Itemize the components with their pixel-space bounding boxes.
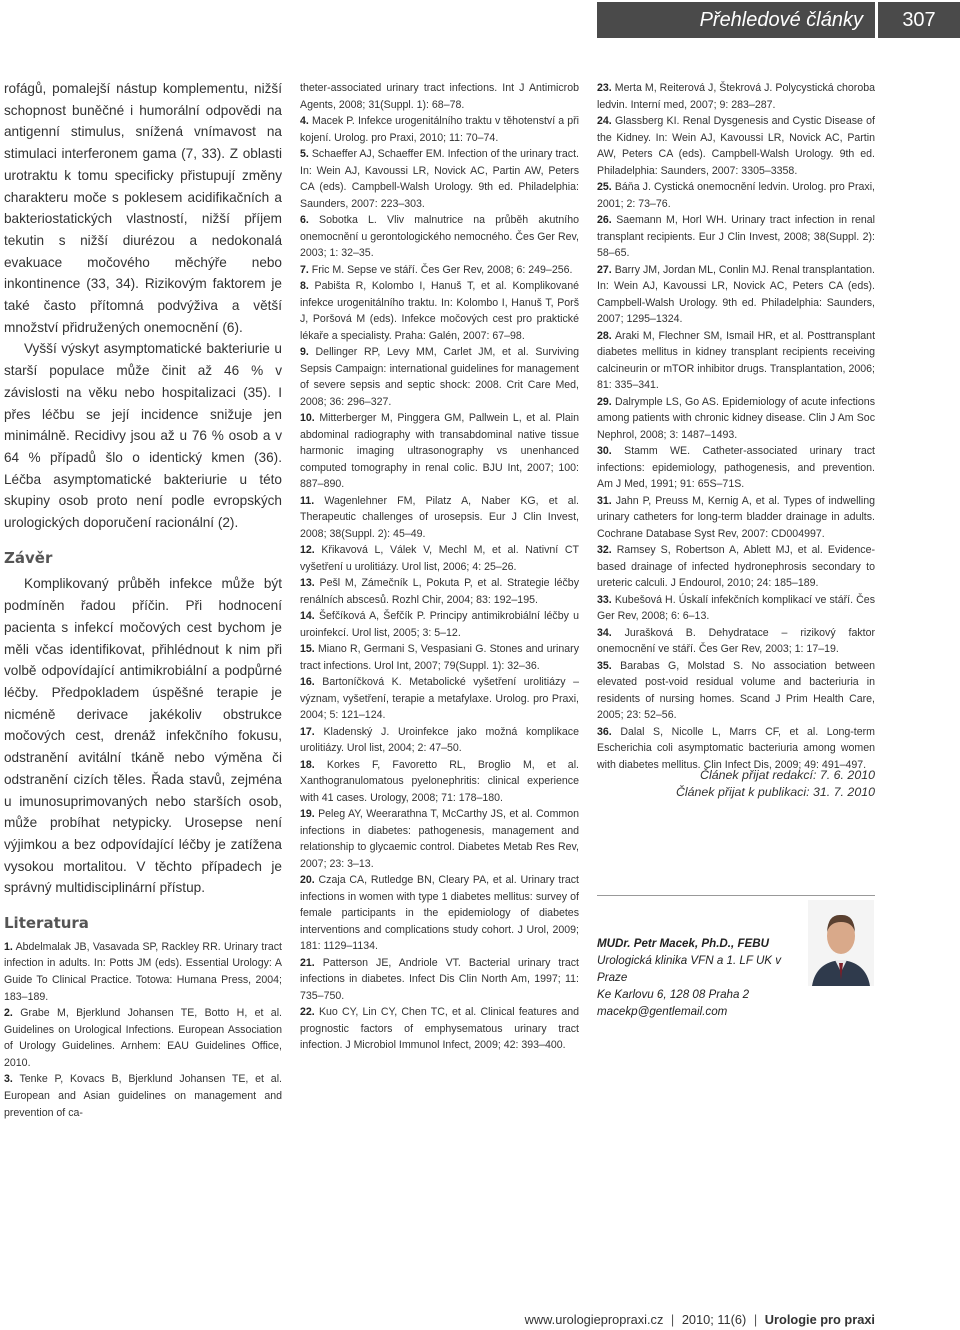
reference-number: 27. [597,263,612,276]
reference-number: 36. [597,725,612,738]
reference-item [300,410,579,493]
reference-number: 18. [300,758,315,771]
journal-name: Urologie pro praxi [764,1312,875,1327]
reference-item [597,443,875,493]
reference-text: Dalal S, Nicolle L, Marrs CF, et al. Long-term Escherichia coli asymptomatic bacteriuria among women with diabetes mellitus. Clin Infect Dis, 2009; 49: 491–497. [597,725,875,771]
reference-text: Šefčíková A, Šefčík P. Principy antimikrobiální léčby u uroinfekcí. Urol list, 2005; 3: 5–12. [300,610,579,639]
reference-text: Saemann M, Horl WH. Urinary tract infection in renal transplant recipients. Eur J Clin Invest, 2008; 38(Suppl. 2): 58–65. [597,214,875,259]
issue-info: 2010; 11(6) [681,1312,747,1327]
reference-text: Tenke P, Kovacs B, Bjerklund Johansen TE, et al. European and Asian guidelines on management and prevention of ca- [4,1073,282,1119]
reference-number: 13. [300,577,315,589]
reference-text: Schaeffer AJ, Schaeffer EM. Infection of the urinary tract. In: Wein AJ, Kavoussi LR, Novick AC, Partin AW, Peters CA (eds). Campbell-Walsh Urology. 9th ed. Philadelphia: Saunders, 2007: 223–303. [300,148,579,210]
reference-item [300,608,579,641]
reference-text: Dellinger RP, Levy MM, Carlet JM, et al. Surviving Sepsis Campaign: international guidelines for management of severe sepsis and septic shock: 2008. Crit Care Med, 2008; 36: 296–327. [300,346,579,408]
reference-text: Macek P. Infekce urogenitálního traktu v těhotenství a při kojení. Urolog. pro Praxi, 2010; 11: 70–74. [300,115,579,144]
reference-item [4,939,282,1005]
reference-text: Jahn P, Preuss M, Kernig A, et al. Types of indwelling urinary catheters for long-term bladder drainage in adults. Cochrane Database Syst Rev, 2007: CD004997. [597,494,875,540]
reference-number: 22. [300,1006,315,1018]
reference-item [300,146,579,212]
reference-text: Kubešová H. Úskalí infekčních komplikací ve stáří. Čes Ger Rev, 2008; 6: 6–13. [597,593,875,622]
reference-item [597,262,875,328]
reference-item [300,757,579,807]
reference-number: 11. [300,494,315,507]
reference-list [597,80,875,773]
reference-item [597,592,875,625]
reference-text: Barabas G, Molstad S. No association between elevated post-void residual volume and bacteriuria in residents of nursing homes. Scand J Prim Health Care, 2005; 23: 52–56. [597,659,875,721]
reference-number: 28. [597,329,612,342]
reference-text: Křikavová L, Válek V, Mechl M, et al. Nativní CT vyšetření u urolitiázy. Urol list, 2006; 4: 25–26. [300,544,579,573]
reference-text: Pabišta R, Kolombo I, Hanuš T, et al. Komplikované infekce urogenitálního traktu. In: Kolombo I, Hanuš T, Porš J, Poršová M (eds). Infekce močových cest pro praktické lékaře a specialisty. Praha: Galén, 2007: 67–98. [300,280,579,342]
reference-number: 5. [300,148,309,160]
reference-item [300,955,579,1005]
reference-number: 7. [300,263,309,276]
reference-number: 21. [300,956,315,969]
column-1 [4,78,282,1121]
reference-number: 24. [597,115,612,127]
reference-item [300,641,579,674]
reference-item [300,113,579,146]
reference-item [597,394,875,444]
reference-item [4,1005,282,1071]
reference-item [300,262,579,279]
published-date: Článek přijat k publikaci: 31. 7. 2010 [675,785,875,799]
reference-text: Jurašková B. Dehydratace – rizikový faktor onemocnění ve stáří. Čes Ger Rev, 2003; 1: 17–19. [597,626,875,655]
references-heading: Literatura [4,914,89,933]
reference-item [597,625,875,658]
reference-item [597,212,875,262]
accepted-date: Článek přijat redakcí: 7. 6. 2010 [700,768,875,782]
reference-number: 31. [597,494,612,507]
reference-text: Korkes F, Favoretto RL, Broglio M, et al. Xanthogranulomatous pyelonephritis: clinical experience with 41 cases. Urology, 2008; 71: 178–180. [300,758,579,804]
reference-number: 2. [4,1007,13,1020]
reference-text: Grabe M, Bjerklund Johansen TE, Botto H, et al. Guidelines on Urological Infections. European Association of Urology Guidelines. Arnhem: EAU Guidelines Office, 2010. [4,1007,282,1069]
reference-number: 8. [300,280,309,292]
reference-list [300,80,579,1054]
reference-item [597,542,875,592]
author-name: MUDr. Petr Macek, Ph.D., FEBU [597,937,770,950]
reference-item [597,658,875,724]
acceptance-dates [597,767,875,801]
author-block [597,935,807,1020]
reference-number: 33. [597,593,612,606]
reference-item [300,493,579,543]
reference-text: Dalrymple LS, Go AS. Epidemiology of acute infections among patients with chronic kidney disease. Clin J Am Soc Nephrol, 2008; 3: 1487–1493. [597,395,875,441]
reference-number: 14. [300,610,315,622]
reference-text: Bartoníčková K. Metabolické vyšetření urolitiázy – význam, vyšetření, terapie a metafylaxe. Urolog. pro Praxi, 2004; 5: 121–124. [300,676,579,721]
reference-number: 23. [597,82,612,94]
reference-number: 12. [300,544,315,556]
reference-item [300,806,579,872]
reference-number: 15. [300,643,315,655]
separator: | [670,1312,675,1327]
reference-number: 1. [4,940,13,953]
reference-item [597,80,875,113]
reference-number: 35. [597,659,612,672]
paragraph: Komplikovaný průběh infekce může být podmíněn řadou příčin. Při hodnocení pacienta s infekcí močových cest bychom je měli včas identifikovat, přihlédnout k nim při volbě odpovídající antimikrobiální a podpůrné léčby. Předpokladem úspěšné terapie je nicméně derivace jakékoliv obstrukce močových cest, drenáž infekčního fokusu, odstranění avitální tkáně nebo výměna či odstranění cizích těles. Řada stavů, zejména u imunosuprimovaných nebo starších osob, může probíhat netypicky. Urosepse není výjimkou a bez odpovídající léčby je zatížena vysokou mortalitou. V těchto případech je správný multidisciplinární přístup. [4,576,282,896]
reference-text: Araki M, Flechner SM, Ismail HR, et al. Posttransplant diabetes mellitus in kidney transplant recipients receiving calcineurin or mTOR inhibitor drugs. Transplantation, 2006; 81: 335–341. [597,329,876,391]
reference-text: Patterson JE, Andriole VT. Bacterial urinary tract infections in diabetes. Infect Dis Clin North Am, 1997; 11: 735–750. [300,956,579,1002]
reference-item [300,724,579,757]
reference-item [300,80,579,113]
reference-text: Kuo CY, Lin CY, Chen TC, et al. Clinical features and prognostic factors of emphysematous urinary tract infection. J Microbiol Immunol Infect, 2009; 42: 393–400. [300,1006,579,1051]
reference-text: Mitterberger M, Pinggera GM, Pallwein L, et al. Plain abdominal radiography with transabdominal native tissue harmonic imaging ultrasonography vs unenhanced computed tomography in renal colic. BJU Int, 2007; 100: 887–890. [300,412,580,490]
reference-list [4,939,282,1122]
website-link[interactable]: www.urologiepropraxi.cz [524,1312,664,1327]
reference-number: 19. [300,808,315,820]
divider [597,895,875,896]
conclusion-heading: Závěr [4,548,53,567]
section-title: Přehledové články [597,2,875,38]
reference-text: Ramsey S, Robertson A, Ablett MJ, et al. Evidence-based drainage of infected hydronephrosis secondary to ureteric calculi. J Endourol, 2010; 24: 185–189. [597,544,875,589]
reference-text: Czaja CA, Rutledge BN, Cleary PA, et al. Urinary tract infections in women with type 1 diabetes mellitus: survey of female participants in the epidemiology of diabetes interventions and complications study cohort. J Urol, 2009; 181: 1129–1134. [300,874,579,952]
page-footer [497,1312,875,1327]
reference-number: 9. [300,346,309,358]
author-address: Ke Karlovu 6, 128 08 Praha 2 [597,988,750,1001]
reference-number: 30. [597,445,612,457]
reference-item [300,1004,579,1054]
paragraph: Vyšší výskyt asymptomatické bakteriurie u starší populace může činit až 46 % v závislosti na věku nebo hospitalizaci (35). I přes léčbu se její incidence snižuje jen minimálně. Recidivy jsou až u 76 % osob a v 64 % případů šlo o identický kmen (36). Léčba asymptomatické bakteriurie u této skupiny osob proto není podle evropských urologických doporučení racionální (2). [4,341,282,531]
reference-item [597,179,875,212]
reference-item [300,278,579,344]
reference-text: Fric M. Sepse ve stáří. Čes Ger Rev, 2008; 6: 249–256. [311,263,573,276]
reference-text: Báňa J. Cystická onemocnění ledvin. Urolog. pro Praxi, 2001; 2: 73–76. [597,181,875,210]
reference-text: Kladenský J. Uroinfekce jako možná komplikace urolitiázy. Urol list, 2004; 2: 47–50. [300,725,579,754]
reference-number: 26. [597,214,612,226]
reference-item [4,1071,282,1121]
separator: | [753,1312,758,1327]
reference-text: theter-associated urinary tract infections. Int J Antimicrob Agents, 2008; 31(Suppl. 1): 68–78. [300,82,579,111]
reference-number: 4. [300,115,309,127]
reference-text: Glassberg KI. Renal Dysgenesis and Cystic Disease of the Kidney. In: Wein AJ, Kavoussi LR, Novick AC, Partin AW, Peters CA (eds). Campbell-Walsh Urology. 9th ed. Philadelphia: Saunders, 2007: 3305–3358. [597,115,875,177]
reference-text: Abdelmalak JB, Vasavada SP, Rackley RR. Urinary tract infection in adults. In: Potts JM (eds). Essential Urology: A Guide To Clinical Practice. Totowa: Humana Press, 2004; 183–189. [4,940,283,1003]
reference-item [300,872,579,955]
reference-number: 16. [300,676,315,688]
reference-text: Peleg AY, Weerarathna T, McCarthy JS, et al. Common infections in diabetes: pathogenesis, management and relationship to glycaemic control. Diabetes Metab Res Rev, 2007; 23: 3–13. [300,808,580,870]
reference-item [300,575,579,608]
reference-number: 3. [4,1073,13,1086]
reference-number: 29. [597,395,612,408]
reference-number: 34. [597,626,612,639]
paragraph: rofágů, pomalejší nástup komplementu, nižší schopnost buněčné i humorální odpovědi na antigenní stimulus, snížená vnímavost na stimulaci interferonem gama (7, 33). Z oblasti urotraktu k tomu specificky přistupují změny charakteru moče s poklesem acidifikačních a bakteriostatických vlastností, nižší příjem tekutin s nižší diurézou a nedokonalá evakuace močového měchýře nebo inkontinence (33, 34). Rizikovým faktorem je také často přítomná podvýživa a větší množství přidružených onemocnění (6). [4,81,282,335]
reference-text: Barry JM, Jordan ML, Conlin MJ. Renal transplantation. In: Wein AJ, Kavoussi LR, Novick AC, Peters CA (eds). Campbell-Walsh Urology. 9th ed. Philadelphia: Saunders, 2007; 1295–1324. [597,263,875,325]
author-affiliation: Urologická klinika VFN a 1. LF UK v Praze [597,954,782,984]
reference-item [300,344,579,410]
page-header [597,2,960,38]
reference-item [300,212,579,262]
reference-number: 6. [300,214,309,226]
reference-number: 32. [597,544,612,556]
reference-text: Pešl M, Zámečník L, Pokuta P, et al. Strategie léčby renálních abscesů. Rozhl Chir, 2004; 83: 192–195. [300,577,579,606]
reference-number: 20. [300,874,315,886]
reference-text: Stamm WE. Catheter-associated urinary tract infections: epidemiology, pathogenesis, and prevention. Am J Med, 1991; 91: 65S–71S. [597,445,875,490]
page-number: 307 [878,2,960,38]
reference-item [597,493,875,543]
author-email[interactable]: macekp@gentlemail.com [597,1005,728,1018]
reference-number: 25. [597,181,612,193]
reference-item [300,674,579,724]
reference-item [300,542,579,575]
reference-text: Merta M, Reiterová J, Štekrová J. Polycystická choroba ledvin. Interní med, 2007; 9: 283–287. [597,82,875,111]
reference-item [597,113,875,179]
reference-text: Wagenlehner FM, Pilatz A, Naber KG, et al. Therapeutic challenges of urosepsis. Eur J Clin Invest, 2008; 38(Suppl. 2): 45–49. [300,494,580,540]
reference-item [597,328,875,394]
reference-item [597,724,875,774]
reference-number: 17. [300,725,315,738]
reference-text: Miano R, Germani S, Vespasiani G. Stones and urinary tract infections. Urol Int, 2007; 79(Suppl. 1): 32–36. [300,643,579,672]
reference-number: 10. [300,412,315,424]
author-photo [808,900,874,986]
reference-text: Sobotka L. Vliv malnutrice na průběh akutního onemocnění u gerontologického nemocného. Čes Ger Rev, 2003; 1: 32–35. [300,214,579,259]
